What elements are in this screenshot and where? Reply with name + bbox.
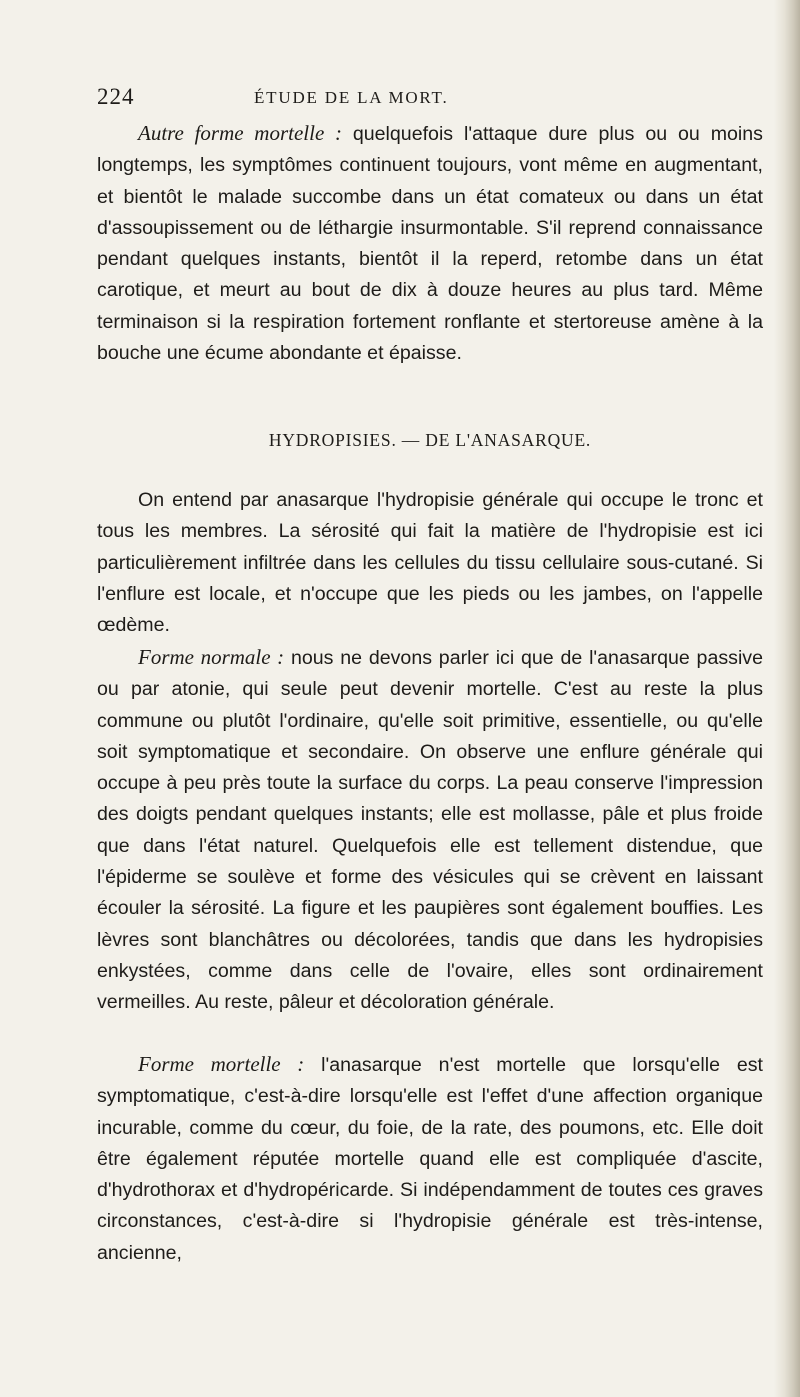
paragraph-lead-in: Forme mortelle : (138, 1052, 305, 1076)
paragraph-lead-in: Autre forme mortelle : (138, 121, 342, 145)
paragraph-forme-mortelle (97, 1049, 763, 1269)
page-edge-shadow (774, 0, 800, 1397)
paragraph-anasarque-definition (97, 485, 763, 641)
paragraph-text: quelquefois l'attaque dure plus ou ou moins longtemps, les symptômes continuent toujours, vont même en augmentant, et bientôt le malade succombe dans un état comateux ou dans un état d'assoupissement ou de léthargie insurmontable. S'il reprend connaissance pendant quelques instants, bientôt il la reperd, retombe dans un état carotique, et meurt au bout de dix à douze heures au plus tard. Même terminaison si la respiration fortement ronflante et stertoreuse amène à la bouche une écume abondante et épaisse. (97, 123, 763, 365)
page-number: 224 (97, 84, 135, 109)
paragraph-forme-normale (97, 642, 763, 1019)
paragraph-text: l'anasarque n'est mortelle que lorsqu'elle est symptomatique, c'est-à-dire lorsqu'elle est l'effet d'une affection organique incurable, comme du cœur, du foie, de la rate, des poumons, etc. Elle doit être également réputée mortelle quand elle est compliquée d'ascite, d'hydrothorax et d'hydropéricarde. Si indépendamment de toutes ces graves circonstances, c'est-à-dire si l'hydropisie générale est très-intense, ancienne, (97, 1054, 763, 1264)
running-head (97, 80, 763, 114)
paragraph-autre-forme-mortelle (97, 118, 763, 369)
paragraph-text: nous ne devons parler ici que de l'anasarque passive ou par atonie, qui seule peut devenir mortelle. C'est au reste la plus commune ou plutôt l'ordinaire, qu'elle soit primitive, essentielle, ou qu'elle soit symptomatique et secondaire. On observe une enflure générale qui occupe à peu près toute la surface du corps. La peau conserve l'impression des doigts pendant quelques instants; elle est mollasse, pâle et plus froide que dans l'état naturel. Quelquefois elle est tellement distendue, que l'épiderme se soulève et forme des vésicules qui se crèvent en laissant écouler la sérosité. La figure et les paupières sont également bouffies. Les lèvres sont blanchâtres ou décolorées, tandis que dans les hydropisies enkystées, comme dans celle de l'ovaire, elles sont ordinairement vermeilles. Au reste, pâleur et décoloration générale. (97, 647, 763, 1014)
running-title: ÉTUDE DE LA MORT. (254, 88, 449, 107)
section-heading-anasarque: HYDROPISIES. — DE L'ANASARQUE. (268, 430, 592, 450)
paragraph-lead-in: Forme normale : (138, 645, 285, 669)
paragraph-text: On entend par anasarque l'hydropisie générale qui occupe le tronc et tous les membres. La sérosité qui fait la matière de l'hydropisie est ici particulièrement infiltrée dans les cellules du tissu cellulaire sous-cutané. Si l'enflure est locale, et n'occupe que les pieds ou les jambes, on l'appelle œdème. (97, 489, 763, 637)
